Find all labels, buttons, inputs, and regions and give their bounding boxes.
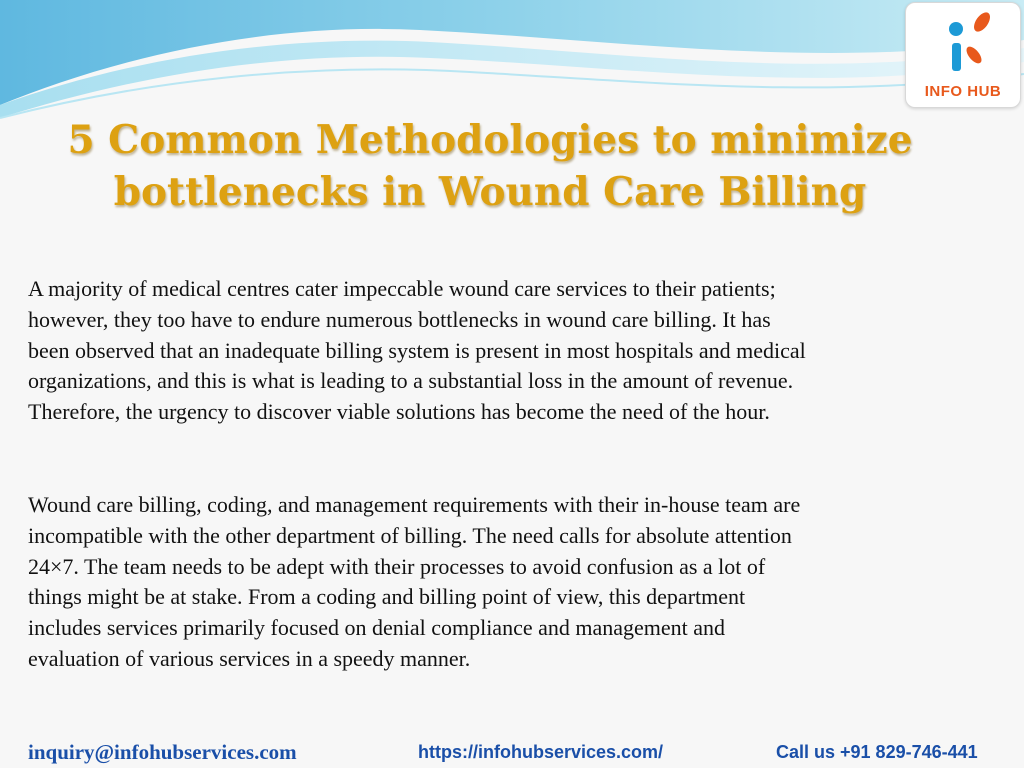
paragraph-line: things might be at stake. From a coding and billing point of view, this department <box>28 584 746 610</box>
paragraph-line: been observed that an inadequate billing system is present in most hospitals and medical <box>28 337 806 363</box>
footer-phone[interactable]: Call us +91 829-746-441 <box>776 742 978 762</box>
paragraph-line: evaluation of various services in a speedy manner. <box>28 645 471 671</box>
info-hub-logo[interactable] <box>905 2 1021 108</box>
paragraph-line: includes services primarily focused on denial compliance and management and <box>28 615 726 641</box>
title-line: 5 Common Methodologies to minimize <box>67 117 913 163</box>
paragraph-line: A majority of medical centres cater impeccable wound care services to their patients; <box>28 276 776 301</box>
paragraph-line: however, they too have to endure numerous bottlenecks in wound care billing. It has <box>28 306 771 332</box>
footer-email-link[interactable]: inquiry@infohubservices.com <box>28 740 297 764</box>
details-paragraph <box>28 490 1013 675</box>
logo-text: INFO HUB <box>924 83 1002 100</box>
paragraph-line: organizations, and this is what is leading to a substantial loss in the amount of revenue. <box>28 368 794 394</box>
paragraph-line: Wound care billing, coding, and management requirements with their in-house team are <box>28 492 801 517</box>
paragraph-line: Therefore, the urgency to discover viable solutions has become the need of the hour. <box>28 399 770 425</box>
footer-website-link[interactable]: https://infohubservices.com/ <box>418 742 664 762</box>
title-line: bottlenecks in Wound Care Billing <box>113 169 867 215</box>
page-title <box>40 114 940 218</box>
intro-paragraph <box>28 274 1013 428</box>
info-hub-logo-icon <box>936 9 996 81</box>
footer <box>0 740 1024 768</box>
paragraph-line: incompatible with the other department of billing. The need calls for absolute attention <box>28 522 792 548</box>
paragraph-line: 24×7. The team needs to be adept with their processes to avoid confusion as a lot of <box>28 553 766 579</box>
